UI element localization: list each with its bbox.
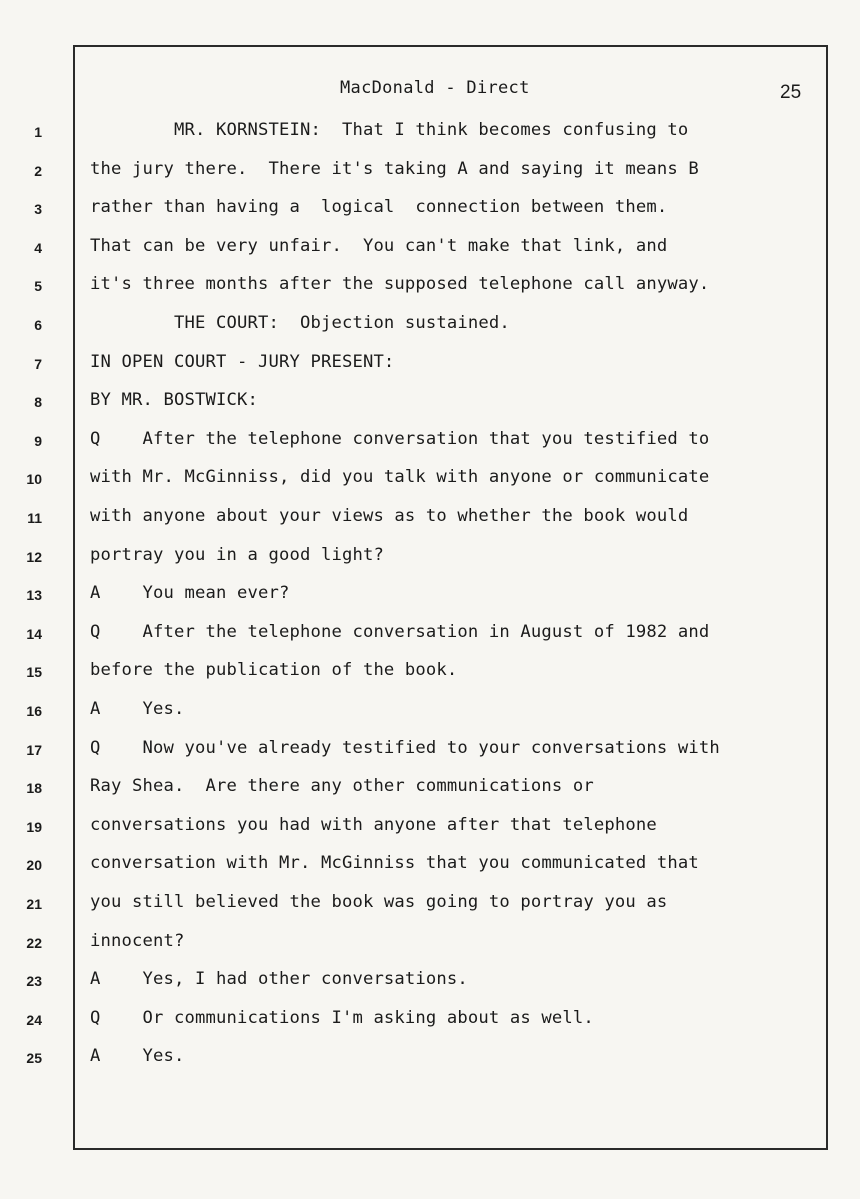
line-number: 2 — [34, 162, 42, 179]
line-number: 7 — [34, 355, 42, 372]
transcript-line: rather than having a logical connection between them. — [90, 197, 668, 218]
transcript-line: A Yes. — [90, 699, 185, 719]
line-number: 22 — [26, 934, 42, 951]
transcript-line: That can be very unfair. You can't make that link, and — [90, 235, 668, 256]
line-number: 14 — [26, 625, 42, 642]
transcript-line: Q Now you've already testified to your conversations with — [90, 737, 720, 758]
line-number: 24 — [26, 1011, 42, 1028]
transcript-line: A Yes. — [90, 1046, 185, 1067]
transcript-line: A Yes, I had other conversations. — [90, 969, 468, 990]
transcript-line: THE COURT: Objection sustained. — [90, 313, 510, 333]
transcript-line: you still believed the book was going to portray you as — [90, 892, 668, 912]
transcript-line: Q After the telephone conversation that you testified to — [90, 428, 710, 449]
page-number: 25 — [780, 82, 802, 103]
transcript-line: conversations you had with anyone after that telephone — [90, 814, 657, 835]
page-header-title: MacDonald - Direct — [340, 78, 530, 98]
transcript-line: before the publication of the book. — [90, 660, 458, 681]
line-number: 21 — [26, 896, 42, 912]
line-number: 9 — [34, 432, 42, 449]
transcript-line: MR. KORNSTEIN: That I think becomes confusing to — [90, 120, 689, 140]
transcript-line: A You mean ever? — [90, 583, 290, 604]
line-number: 12 — [26, 548, 42, 565]
transcript-line: portray you in a good light? — [90, 544, 384, 565]
transcript-line: BY MR. BOSTWICK: — [90, 390, 258, 411]
line-number: 17 — [26, 741, 42, 758]
frame-top-border — [73, 45, 828, 47]
line-number: 4 — [34, 239, 42, 256]
line-number: 16 — [26, 703, 42, 719]
transcript-line: it's three months after the supposed telephone call anyway. — [90, 274, 710, 295]
line-number: 19 — [26, 818, 42, 835]
frame-right-border — [826, 45, 828, 1150]
frame-bottom-border — [73, 1148, 828, 1150]
transcript-line: the jury there. There it's taking A and saying it means B — [90, 158, 699, 179]
transcript-line: conversation with Mr. McGinniss that you communicated that — [90, 853, 699, 874]
transcript-line: innocent? — [90, 930, 185, 951]
line-number: 1 — [34, 124, 42, 140]
line-number: 11 — [27, 510, 42, 526]
line-number: 18 — [26, 780, 42, 797]
transcript-line: Ray Shea. Are there any other communications or — [90, 776, 594, 797]
transcript-line: with anyone about your views as to whether the book would — [90, 506, 689, 526]
line-number: 8 — [34, 394, 42, 411]
line-number: 10 — [26, 471, 42, 488]
transcript-line: Q After the telephone conversation in August of 1982 and — [90, 621, 710, 642]
line-number: 13 — [26, 587, 42, 604]
transcript-line: Q Or communications I'm asking about as well. — [90, 1007, 594, 1028]
line-number: 5 — [34, 278, 42, 295]
line-number: 3 — [34, 201, 42, 218]
line-number: 25 — [26, 1050, 42, 1067]
frame-left-border — [73, 45, 75, 1150]
line-number: 20 — [26, 857, 42, 874]
transcript-line: IN OPEN COURT - JURY PRESENT: — [90, 351, 395, 372]
line-number: 6 — [34, 317, 42, 333]
line-number: 23 — [26, 973, 42, 990]
transcript-line: with Mr. McGinniss, did you talk with anyone or communicate — [90, 467, 710, 488]
line-number: 15 — [26, 664, 42, 681]
